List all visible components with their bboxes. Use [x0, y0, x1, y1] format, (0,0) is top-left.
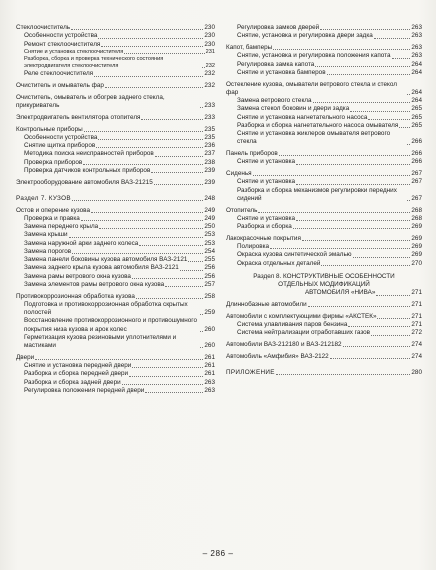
- toc-entry: [226, 369, 422, 377]
- toc-page-number: 231: [205, 48, 215, 55]
- toc-page-number: 253: [204, 231, 215, 239]
- toc-entry: [16, 179, 215, 187]
- toc-entry-title: Регулировка замков дверей: [237, 24, 320, 31]
- toc-entry-title: Раздел 7. КУЗОВ: [16, 194, 71, 202]
- toc-entry: [16, 281, 215, 289]
- toc-page-number: 274: [411, 341, 422, 348]
- toc-entry: [226, 150, 422, 158]
- toc-entry: [16, 32, 215, 40]
- toc-entry-title: Подготовка и противокоррозионная обработка скрытых полостей: [24, 300, 188, 317]
- leader-dots: [91, 212, 203, 213]
- leader-dots: [200, 314, 203, 315]
- toc-page-number: 271: [411, 321, 422, 328]
- toc-page-number: 249: [204, 214, 215, 222]
- toc-entry-title: Особенности устройства: [24, 32, 98, 40]
- leader-dots: [83, 164, 203, 165]
- toc-page-number: 269: [411, 251, 422, 259]
- toc-entry-title: Методика поиска неисправностей приборов: [24, 150, 154, 158]
- toc-entry: [226, 114, 422, 122]
- toc-page-number: 248: [204, 194, 215, 202]
- toc-entry: [16, 231, 215, 239]
- toc-page-number: 230: [204, 40, 215, 48]
- toc-entry: [226, 260, 422, 268]
- toc-entry-title: Проверка датчиков контрольных приборов: [24, 166, 151, 174]
- toc-entry-title: Проверка приборов: [24, 158, 83, 166]
- toc-entry-title: Снятие и установка: [237, 178, 296, 186]
- toc-entry: [16, 223, 215, 231]
- toc-page-number: 274: [411, 352, 422, 360]
- toc-page-number: 261: [204, 362, 215, 370]
- toc-entry-title: Капот, бамперы: [226, 44, 273, 51]
- toc-entry: [226, 301, 422, 309]
- leader-dots: [315, 66, 410, 67]
- toc-page-number: 263: [411, 52, 422, 60]
- leader-dots: [330, 358, 411, 359]
- toc-page-number: 232: [204, 82, 215, 90]
- leader-dots: [71, 29, 203, 30]
- toc-right-entries: [226, 24, 422, 268]
- toc-entry: [16, 354, 215, 362]
- leader-dots: [94, 76, 203, 77]
- toc-entry-title: Снятие и установка: [237, 158, 296, 166]
- toc-page-number: 267: [411, 178, 422, 186]
- toc-entry: [226, 105, 422, 113]
- leader-dots: [407, 200, 410, 201]
- leader-dots: [273, 49, 410, 50]
- toc-entry: [16, 82, 215, 90]
- toc-entry: [16, 215, 215, 223]
- leader-dots: [392, 58, 411, 59]
- toc-entry-title: Автомобили ВАЗ-212180 и ВАЗ-212182: [226, 341, 342, 348]
- leader-dots: [296, 184, 410, 185]
- toc-entry-title: Очиститель и омыватель фар: [16, 82, 104, 90]
- toc-entry: [226, 251, 422, 259]
- toc-page-number: 267: [411, 170, 422, 177]
- leader-dots: [320, 29, 410, 30]
- leader-dots: [132, 278, 203, 279]
- toc-page-number: 239: [204, 178, 215, 186]
- toc-page-number: 280: [411, 369, 422, 376]
- toc-page-number: 270: [411, 259, 422, 267]
- toc-entry: [16, 24, 215, 32]
- toc-entry: [226, 223, 422, 231]
- toc-entry: [226, 81, 422, 98]
- toc-entry: [226, 122, 422, 130]
- toc-page-number: 256: [204, 272, 215, 280]
- leader-dots: [141, 119, 203, 120]
- toc-entry-title: Снятие и установка стеклоочистителя: [24, 48, 124, 55]
- section-8-title-line1: Раздел 8. КОНСТРУКТИВНЫЕ ОСОБЕННОСТИ: [253, 272, 395, 280]
- toc-entry-title: Полировка: [237, 243, 270, 250]
- leader-dots: [302, 240, 411, 241]
- toc-page-number: 232: [204, 70, 215, 78]
- toc-entry-title: Двери: [16, 353, 35, 361]
- toc-entry: [226, 329, 422, 337]
- toc-entry: [16, 207, 215, 215]
- toc-entry: [16, 301, 215, 318]
- leader-dots: [154, 184, 204, 185]
- toc-page-number: 254: [204, 247, 215, 255]
- toc-page-number: 237: [204, 150, 215, 158]
- toc-page-number: 249: [204, 206, 215, 214]
- toc-entry-title: Замена панели боковины кузова автомобиля ВАЗ-2121: [24, 256, 188, 264]
- leader-dots: [145, 392, 203, 393]
- leader-dots: [98, 38, 203, 39]
- leader-dots: [308, 306, 411, 307]
- toc-entry: [16, 159, 215, 167]
- toc-page-number: 253: [204, 239, 215, 247]
- toc-page-number: 263: [411, 24, 422, 31]
- toc-page-number: 261: [204, 370, 215, 378]
- toc-right-tail: [226, 301, 422, 377]
- toc-entry: [226, 273, 422, 298]
- toc-entry-title: Герметизация кузова резиновыми уплотнителями и мастиками: [24, 333, 177, 350]
- toc-page-number: 238: [204, 158, 215, 166]
- toc-entry-title: Отопитель: [226, 206, 258, 214]
- toc-right-column: [226, 24, 422, 377]
- toc-entry-title: Реле стеклоочистителя: [24, 70, 94, 78]
- leader-dots: [124, 53, 204, 54]
- toc-page-number: 239: [204, 166, 215, 174]
- toc-entry-title: Автомобиль «Амфибия» ВАЗ-2122: [226, 352, 329, 360]
- toc-entry: [16, 293, 215, 301]
- leader-dots: [371, 335, 410, 336]
- toc-entry: [16, 317, 215, 334]
- toc-entry: [16, 126, 215, 134]
- toc-entry: [16, 94, 215, 111]
- toc-entry-title: Замена элементов рамы ветрового окна кузова: [24, 280, 165, 288]
- toc-entry: [16, 387, 215, 395]
- toc-page-number: 269: [411, 234, 422, 242]
- toc-entry: [16, 134, 215, 142]
- leader-dots: [129, 376, 203, 377]
- toc-page-number: 269: [411, 243, 422, 250]
- section-8-title-line3: АВТОМОБИЛЯ «НИВА»: [304, 289, 376, 297]
- toc-entry-title: Замена крыши: [24, 231, 68, 239]
- leader-dots: [69, 237, 204, 238]
- toc-entry: [16, 114, 215, 122]
- leader-dots: [253, 175, 411, 176]
- toc-page-number: 264: [411, 88, 422, 96]
- leader-dots: [270, 248, 410, 249]
- toc-entry-title: Снятие и установка жиклеров омывателя ветрового стекла: [237, 130, 391, 146]
- toc-entry-title: Электродвигатель вентилятора отопителя: [16, 113, 141, 121]
- toc-page-number: 232: [205, 63, 215, 70]
- toc-entry-title: Снятие и установка бамперов: [237, 68, 326, 76]
- toc-entry-title: Длиннобазные автомобили: [226, 301, 307, 308]
- leader-dots: [374, 38, 411, 39]
- leader-dots: [368, 119, 410, 120]
- leader-dots: [98, 139, 203, 140]
- leader-dots: [155, 156, 204, 157]
- leader-dots: [72, 253, 203, 254]
- toc-page-number: 235: [204, 133, 215, 141]
- toc-entry: [16, 70, 215, 78]
- toc-page-number: 265: [411, 105, 422, 113]
- toc-entry-title: Замена переднего крыла: [24, 223, 99, 231]
- toc-entry-title: Разборка, сборка и проверка технического состояния электродвигателя стеклоочистителя: [24, 55, 164, 70]
- toc-entry: [226, 215, 422, 223]
- toc-entry-title: Электрооборудование автомобиля ВАЗ-21215: [16, 178, 153, 186]
- leader-dots: [139, 245, 203, 246]
- leader-dots: [35, 359, 203, 360]
- leader-dots: [321, 265, 410, 266]
- toc-entry: [16, 150, 215, 158]
- toc-entry: [16, 240, 215, 248]
- leader-dots: [377, 318, 410, 319]
- leader-dots: [376, 295, 410, 296]
- leader-dots: [296, 164, 410, 165]
- toc-page-number: 233: [204, 102, 215, 110]
- toc-page-number: 263: [204, 386, 215, 394]
- leader-dots: [276, 374, 411, 375]
- leader-dots: [343, 346, 411, 347]
- toc-entry-title: Разборка и сборка: [237, 223, 292, 230]
- toc-page-number: 264: [411, 68, 422, 76]
- toc-page-number: 233: [204, 113, 215, 121]
- leader-dots: [407, 144, 410, 145]
- toc-entry: [226, 69, 422, 77]
- toc-entry-title: Разборка и сборка нагнетательного насоса омывателя: [237, 121, 399, 129]
- toc-entry-title: Снятие и установка: [237, 214, 296, 222]
- toc-entry: [226, 207, 422, 215]
- toc-entry: [16, 49, 215, 56]
- toc-page-number: 272: [411, 329, 422, 337]
- toc-entry: [226, 44, 422, 52]
- leader-dots: [105, 87, 203, 88]
- toc-entry-title: Замена ветрового стекла: [237, 97, 312, 104]
- leader-dots: [101, 46, 203, 47]
- toc-entry-title: Противокоррозионная обработка кузова: [16, 292, 135, 300]
- leader-dots: [136, 298, 203, 299]
- leader-dots: [327, 74, 411, 75]
- toc-page-number: 264: [411, 60, 422, 68]
- toc-entry-title: Замена стекол боковин и двери задка: [237, 105, 350, 113]
- toc-entry: [226, 61, 422, 69]
- toc-page-number: 269: [411, 223, 422, 230]
- leader-dots: [350, 111, 410, 112]
- toc-entry: [16, 264, 215, 272]
- leader-dots: [99, 228, 203, 229]
- toc-entry: [16, 273, 215, 281]
- toc-page-number: 271: [411, 289, 422, 297]
- toc-entry-title: Снятие, установка и регулировка двери задка: [237, 32, 373, 40]
- toc-entry-title: Система нейтрализации отработавших газов: [237, 329, 371, 337]
- toc-entry: [16, 248, 215, 256]
- toc-entry: [16, 41, 215, 49]
- toc-entry: [226, 313, 422, 321]
- toc-entry: [226, 321, 422, 329]
- toc-entry-title: Сиденья: [226, 170, 252, 177]
- toc-entry: [226, 170, 422, 178]
- toc-entry-title: Очиститель, омыватель и обогрев заднего стекла, прикуриватель: [16, 93, 165, 110]
- toc-page-number: 266: [411, 158, 422, 166]
- leader-dots: [84, 131, 204, 132]
- toc-page-number: 260: [204, 325, 215, 333]
- toc-entry: [16, 56, 215, 70]
- leader-dots: [313, 102, 411, 103]
- toc-entry: [226, 353, 422, 361]
- toc-page-number: 263: [411, 44, 422, 51]
- toc-page-number: 264: [411, 97, 422, 104]
- toc-entry: [226, 32, 422, 40]
- toc-entry: [226, 158, 422, 166]
- toc-entry-title: Стеклоочиститель: [16, 24, 71, 31]
- toc-page-number: 263: [411, 32, 422, 40]
- toc-entry: [226, 341, 422, 349]
- toc-entry-title: Разборка и сборка задней двери: [24, 378, 121, 386]
- toc-entry-title: Снятие, установка и регулировка положения капота: [237, 52, 391, 60]
- toc-page-number: 235: [204, 125, 215, 133]
- leader-dots: [202, 67, 205, 68]
- toc-entry-title: Замена наружной арки заднего колеса: [24, 239, 139, 247]
- leader-dots: [353, 257, 411, 258]
- toc-page-number: 230: [204, 24, 215, 31]
- toc-page-number: 259: [204, 309, 215, 317]
- toc-entry: [226, 235, 422, 243]
- toc-page-number: 266: [411, 138, 422, 146]
- toc-page-number: 258: [204, 292, 215, 300]
- toc-left-column: [16, 24, 215, 395]
- section-8-title-line2: ОТДЕЛЬНЫХ МОДИФИКАЦИЙ: [278, 281, 370, 288]
- toc-entry-title: Восстановление противокоррозионного и противошумного покрытия низа кузова и арок колес: [24, 317, 198, 333]
- toc-entry-title: Замена рамы ветрового окна кузова: [24, 272, 131, 280]
- leader-dots: [165, 286, 203, 287]
- toc-entry: [226, 97, 422, 105]
- toc-entry: [16, 334, 215, 351]
- toc-page-number: 271: [411, 312, 422, 320]
- toc-entry: [16, 167, 215, 175]
- toc-entry: [226, 187, 422, 204]
- leader-dots: [200, 331, 203, 332]
- leader-dots: [293, 228, 411, 229]
- leader-dots: [348, 326, 410, 327]
- leader-dots: [151, 172, 203, 173]
- leader-dots: [279, 155, 411, 156]
- toc-entry-title: Особенности устройства: [24, 133, 98, 141]
- toc-page-number: 261: [204, 353, 215, 361]
- toc-entry: [226, 24, 422, 32]
- toc-page-number: 265: [411, 113, 422, 121]
- toc-page-number: 230: [204, 32, 215, 40]
- toc-entry-title: Окраска отдельных деталей: [237, 259, 321, 267]
- toc-entry-title: Остекление кузова, омыватели ветрового стекла и стекол фар: [226, 80, 397, 96]
- toc-entry-title: Система улавливания паров бензина: [237, 321, 348, 328]
- toc-entry-title: Замена заднего крыла кузова автомобиля ВАЗ-2121: [24, 264, 179, 272]
- toc-entry-title: Снятие и установка нагнетательного насоса: [237, 113, 368, 121]
- toc-entry-title: Окраска кузова синтетической эмалью: [237, 251, 352, 259]
- toc-entry-title: Ремонт стеклоочистителя: [24, 40, 101, 48]
- toc-entry-title: Остов и оперение кузова: [16, 206, 91, 214]
- toc-page-number: 267: [411, 194, 422, 202]
- toc-page-number: 260: [204, 342, 215, 350]
- toc-entry-title: ПРИЛОЖЕНИЕ: [226, 369, 275, 376]
- toc-page-number: 265: [411, 121, 422, 129]
- toc-entry-title: Проверка и правка: [24, 214, 80, 222]
- toc-page-number: 268: [411, 214, 422, 222]
- toc-entry-title: Разборка и сборка передней двери: [24, 370, 129, 378]
- leader-dots: [81, 220, 204, 221]
- toc-entry: [16, 370, 215, 378]
- toc-entry-title: Лакокрасочные покрытия: [226, 234, 301, 242]
- section-8-heading: [226, 273, 422, 298]
- toc-entry-title: Регулировка замка капота: [237, 60, 315, 68]
- section-8-title: [226, 273, 422, 298]
- toc-entry-title: Снятие и установка передней двери: [24, 362, 132, 370]
- leader-dots: [122, 384, 204, 385]
- toc-entry: [226, 130, 422, 147]
- leader-dots: [258, 212, 410, 213]
- toc-entry: [226, 243, 422, 251]
- toc-page-number: 256: [204, 264, 215, 272]
- toc-page-number: 263: [204, 378, 215, 386]
- toc-entry-title: Замена порогов: [24, 247, 72, 255]
- toc-page-number: 236: [204, 142, 215, 150]
- toc-entry-title: Контрольные приборы: [16, 125, 83, 133]
- leader-dots: [180, 270, 204, 271]
- leader-dots: [72, 200, 204, 201]
- toc-page-number: 257: [204, 280, 215, 288]
- leader-dots: [399, 127, 410, 128]
- toc-page-number: 271: [411, 301, 422, 308]
- toc-page-number: 266: [411, 150, 422, 157]
- toc-entry-title: Разборка и сборка механизмов регулировки передних сидений: [237, 186, 397, 202]
- toc-page-number: 250: [204, 223, 215, 231]
- leader-dots: [132, 367, 203, 368]
- toc-entry-title: Снятие щитка приборов: [24, 142, 96, 150]
- toc-page-number: 268: [411, 206, 422, 214]
- leader-dots: [407, 94, 410, 95]
- toc-entry: [226, 52, 422, 60]
- leader-dots: [200, 347, 203, 348]
- toc-entry: [226, 178, 422, 186]
- leader-dots: [188, 261, 203, 262]
- toc-entry: [16, 379, 215, 387]
- leader-dots: [296, 220, 410, 221]
- leader-dots: [200, 107, 203, 108]
- toc-entry-title: Регулировка положения передней двери: [24, 386, 145, 394]
- leader-dots: [96, 147, 203, 148]
- toc-page-number: 255: [204, 256, 215, 264]
- page-number: – 286 –: [202, 549, 234, 558]
- toc-entry: [16, 195, 215, 203]
- toc-entry-title: Панель приборов: [226, 150, 278, 157]
- toc-entry-title: Автомобили с комплектующими фирмы «АКСТЕК»: [226, 312, 377, 320]
